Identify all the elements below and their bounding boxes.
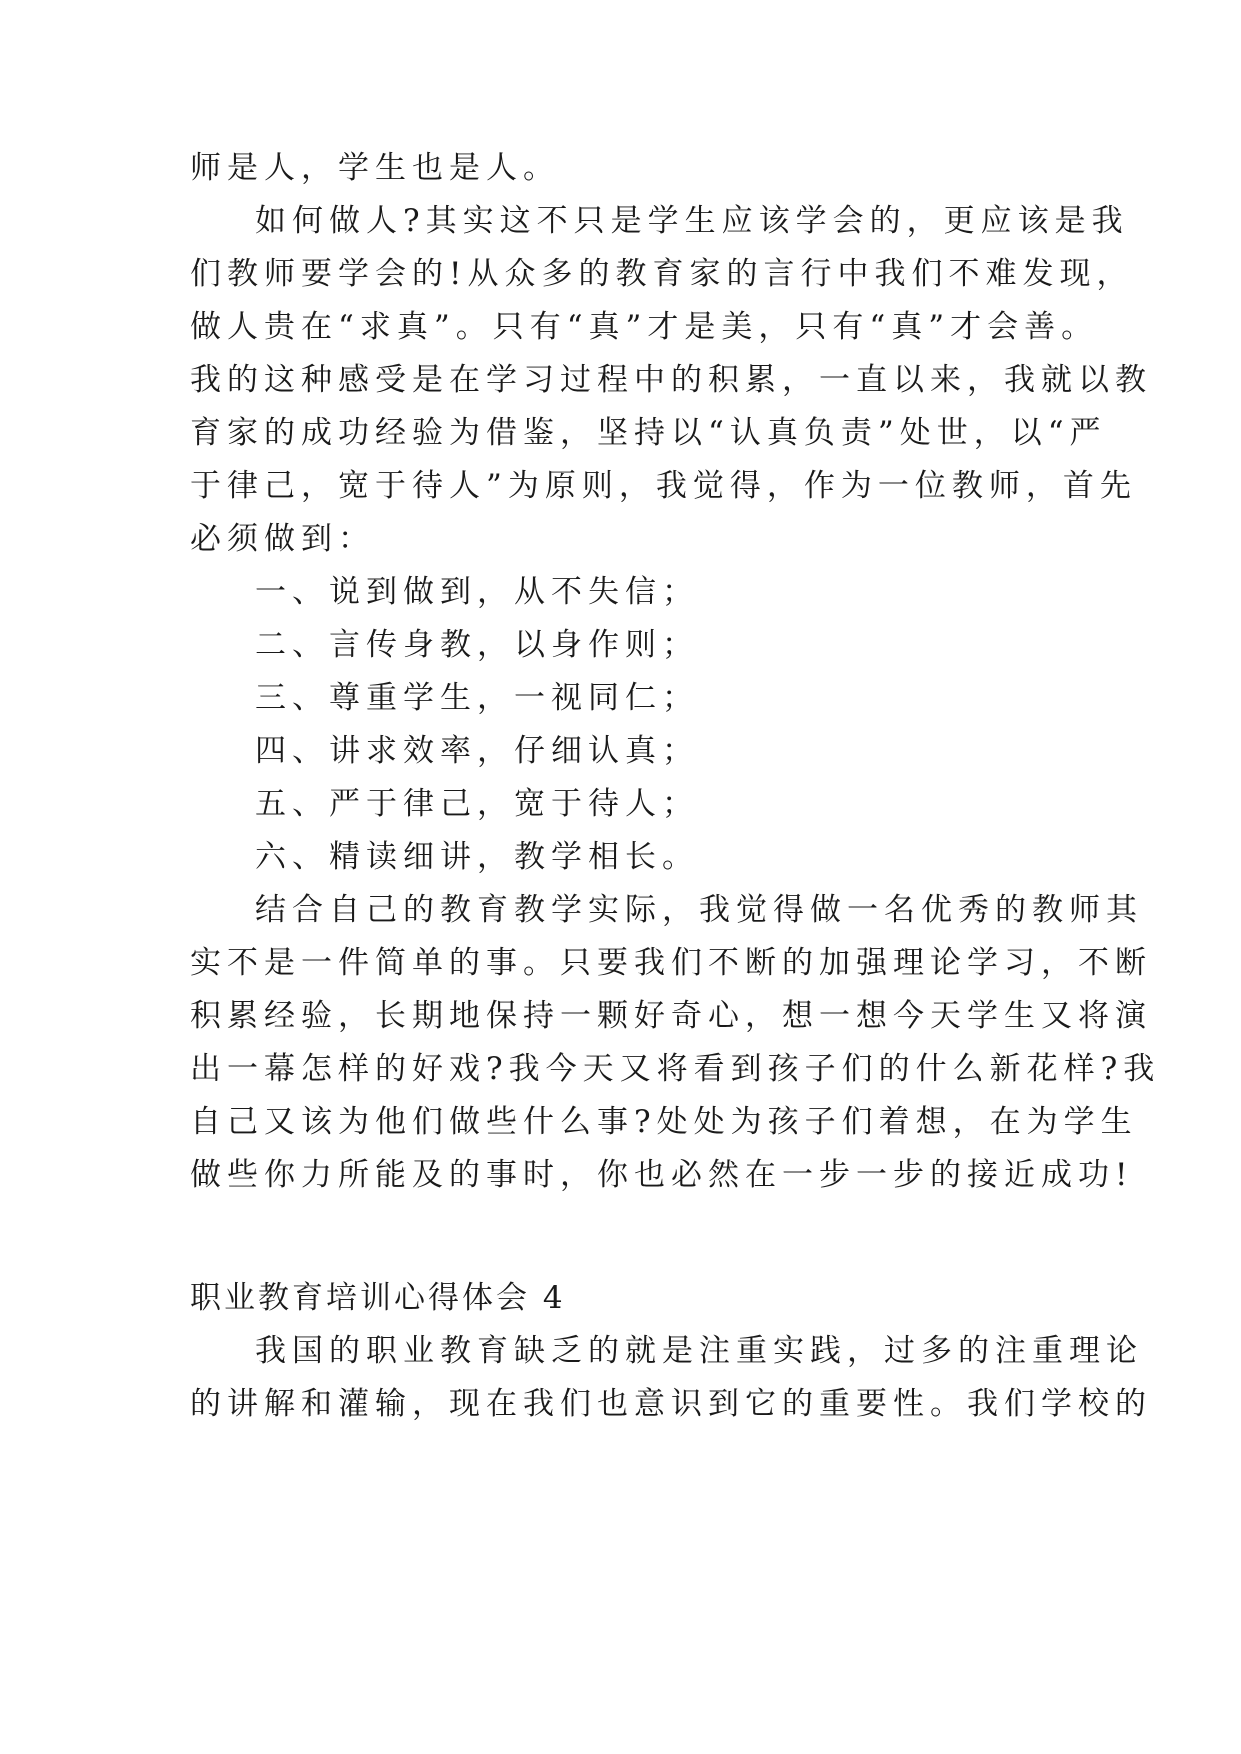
paragraph-line: 必须做到： <box>190 521 375 557</box>
paragraph-line: 做些你力所能及的事时，你也必然在一步一步的接近成功! <box>190 1157 1134 1193</box>
paragraph-line: 出一幕怎样的好戏?我今天又将看到孩子们的什么新花样?我 <box>190 1051 1161 1087</box>
list-item: 四、讲求效率，仔细认真； <box>255 733 699 769</box>
paragraph-line: 我的这种感受是在学习过程中的积累，一直以来，我就以教 <box>190 362 1152 398</box>
section-heading: 职业教育培训心得体会 4 <box>190 1280 566 1316</box>
paragraph-line: 于律己，宽于待人”为原则，我觉得，作为一位教师，首先 <box>190 468 1137 504</box>
paragraph-line: 们教师要学会的!从众多的教育家的言行中我们不难发现， <box>190 256 1134 292</box>
list-item: 二、言传身教，以身作则； <box>255 627 699 663</box>
paragraph-line: 的讲解和灌输，现在我们也意识到它的重要性。我们学校的 <box>190 1386 1152 1422</box>
paragraph-line: 师是人，学生也是人。 <box>190 150 560 186</box>
paragraph-line: 积累经验，长期地保持一颗好奇心，想一想今天学生又将演 <box>190 998 1152 1034</box>
list-item: 三、尊重学生，一视同仁； <box>255 680 699 716</box>
paragraph-line: 结合自己的教育教学实际，我觉得做一名优秀的教师其 <box>255 892 1143 928</box>
paragraph-line: 做人贵在“求真”。只有“真”才是美，只有“真”才会善。 <box>190 309 1099 345</box>
list-item: 一、说到做到，从不失信； <box>255 574 699 610</box>
paragraph-line: 我国的职业教育缺乏的就是注重实践，过多的注重理论 <box>255 1333 1143 1369</box>
paragraph-line: 自己又该为他们做些什么事?处处为孩子们着想，在为学生 <box>190 1104 1138 1140</box>
paragraph-line: 实不是一件简单的事。只要我们不断的加强理论学习，不断 <box>190 945 1152 981</box>
paragraph-line: 如何做人?其实这不只是学生应该学会的，更应该是我 <box>255 203 1129 239</box>
list-item: 五、严于律己，宽于待人； <box>255 786 699 822</box>
list-item: 六、精读细讲，教学相长。 <box>255 839 699 875</box>
paragraph-line: 育家的成功经验为借鉴，坚持以“认真负责”处世，以“严 <box>190 415 1107 451</box>
